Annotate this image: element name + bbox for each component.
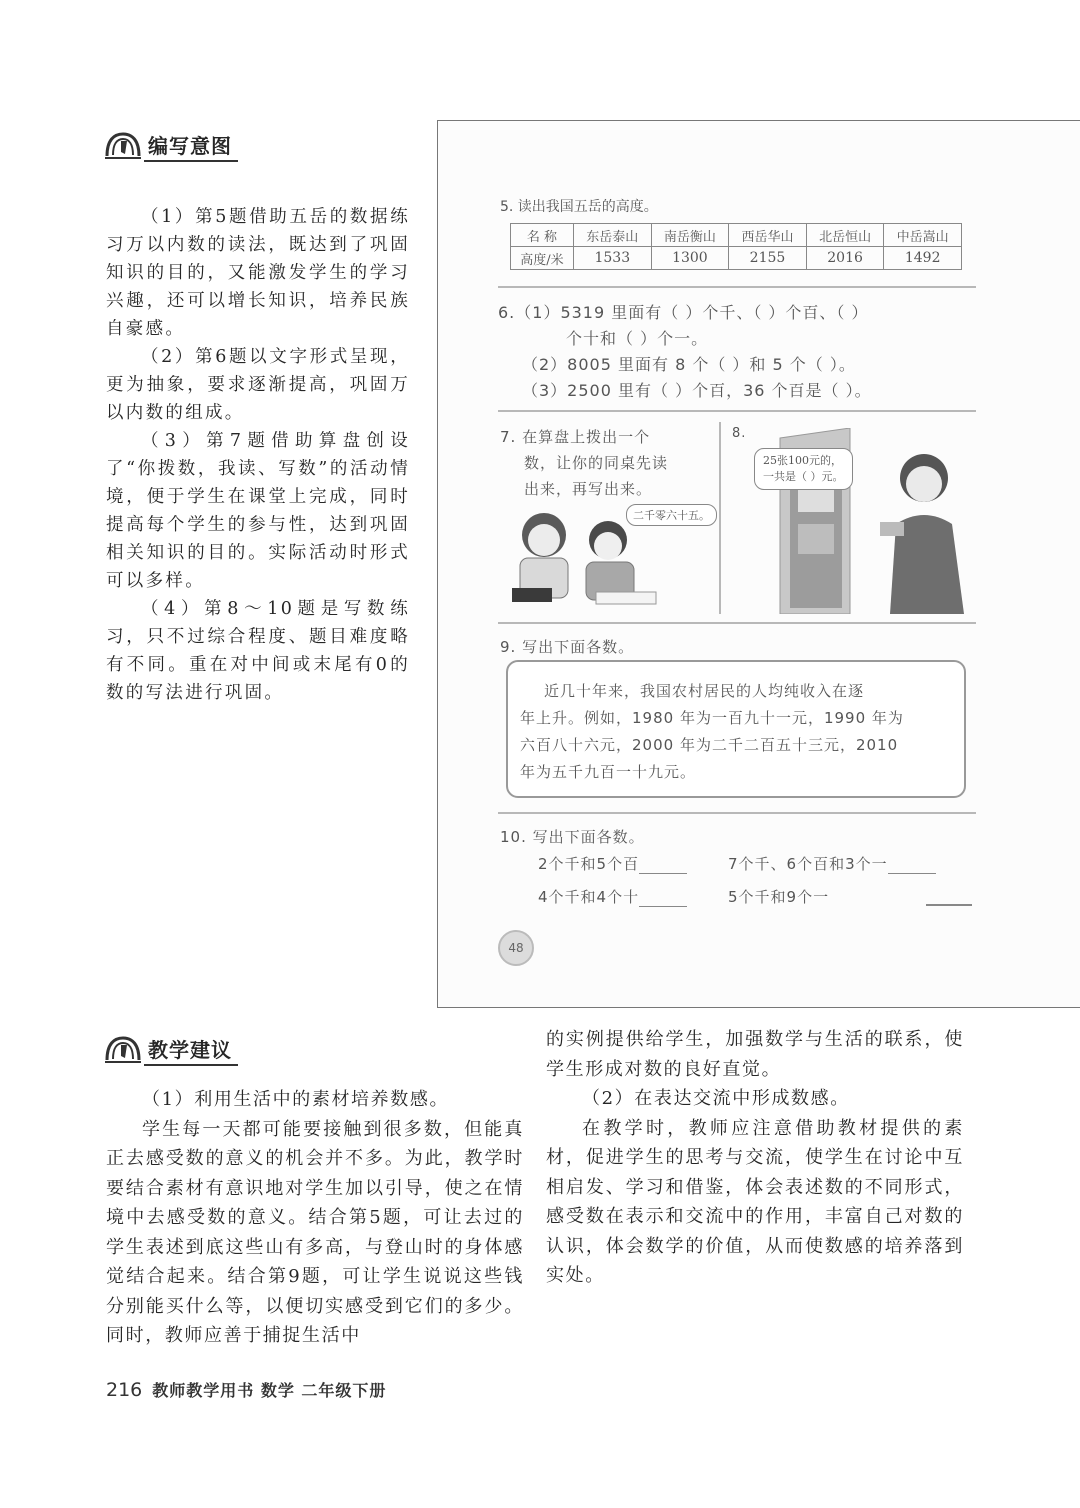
bubble-line-2: 一共是（ ）元。 — [763, 470, 844, 483]
q10-item-2: 7个千、6个百和3个一 — [728, 853, 936, 874]
book-title: 教师教学用书 数学 二年级下册 — [152, 1381, 387, 1400]
table-cell: 1492 — [884, 247, 962, 270]
q7-line-2: 数，让你的同桌先读 — [524, 454, 669, 472]
intent-paragraph-2: （2）第6题以文字形式呈现，更为抽象，要求逐渐提高，巩固万以内数的组成。 — [106, 347, 410, 423]
table-header-cell: 南岳衡山 — [651, 224, 729, 247]
intent-paragraph-3: （3）第7题借助算盘创设了“你拨数，我读、写数”的活动情境，便于学生在课堂上完成，同时提高每个学生的参与性，达到巩固相关知识的目的。实际活动时形式可以多样。 — [106, 431, 410, 591]
q10-item-4: 5个千和9个一 — [728, 888, 830, 906]
table-cell: 2016 — [806, 247, 884, 270]
page-footer — [106, 1378, 386, 1401]
divider — [719, 422, 721, 614]
bubble-line-1: 25张100元的， — [763, 454, 842, 467]
five-mountains-table — [510, 223, 962, 270]
suggestion-left-column — [106, 1085, 524, 1351]
atm-speech-bubble — [754, 448, 853, 490]
q10-item-1: 2个千和5个百 — [538, 853, 687, 874]
q9-line-4: 年为五千九百一十九元。 — [520, 763, 697, 781]
suggestion-subheading-2: （2）在表达交流中形成数感。 — [582, 1088, 850, 1109]
textbook-page-number: 48 — [498, 930, 534, 966]
table-header-cell: 中岳嵩山 — [884, 224, 962, 247]
pen-book-icon — [104, 1034, 142, 1066]
q7-line-3: 出来，再写出来。 — [524, 480, 653, 498]
table-header-cell: 名 称 — [511, 224, 574, 247]
table-row — [511, 247, 962, 270]
q5-label: 5. 读出我国五岳的高度。 — [500, 199, 658, 215]
page-number: 216 — [106, 1379, 143, 1401]
table-cell: 2155 — [729, 247, 807, 270]
suggestion-paragraph-2: 在教学时，教师应注意借助教材提供的素材，促进学生的思考与交流，使学生在讨论中互相启发、学习和借鉴，体会表述数的不同形式，感受数在表示和交流中的作用，丰富自己对数的认识，体会数学的价值，从而使数感的培养落到实处。 — [546, 1117, 964, 1286]
q9-label: 9. 写出下面各数。 — [500, 638, 635, 656]
divider — [498, 622, 976, 624]
pen-book-icon — [104, 130, 142, 162]
q10-item-3: 4个千和4个十 — [538, 886, 687, 907]
table-header-cell: 北岳恒山 — [806, 224, 884, 247]
suggestion-heading — [104, 1034, 238, 1066]
q6-line-2: 个十和（ ）个一。 — [566, 329, 709, 348]
q6-line-4: （3）2500 里有（ ）个百，36 个百是（ ）。 — [522, 381, 872, 400]
intent-title: 编写意图 — [144, 130, 238, 162]
q8-label: 8. — [732, 426, 747, 441]
suggestion-subheading-1: （1）利用生活中的素材培养数感。 — [142, 1089, 450, 1110]
intent-paragraph-1: （1）第5题借助五岳的数据练习万以内数的读法，既达到了巩固知识的目的，又能激发学生的学习兴趣，还可以增长知识，培养民族自豪感。 — [106, 207, 410, 339]
table-row-label: 高度/米 — [511, 247, 574, 270]
q6-line-3: （2）8005 里面有 8 个（ ）和 5 个（ ）。 — [522, 355, 856, 374]
divider — [498, 286, 976, 288]
table-cell: 1300 — [651, 247, 729, 270]
table-header-cell: 西岳华山 — [729, 224, 807, 247]
q9-line-1: 近几十年来，我国农村居民的人均纯收入在逐 — [544, 682, 865, 700]
suggestion-title: 教学建议 — [144, 1034, 238, 1066]
answer-blank — [926, 904, 972, 906]
q10-label: 10. 写出下面各数。 — [500, 828, 645, 846]
intent-heading — [104, 130, 238, 162]
suggestion-right-column — [546, 1025, 964, 1291]
q9-line-2: 年上升。例如，1980 年为一百九十一元，1990 年为 — [520, 709, 904, 727]
q7-line-1: 7. 在算盘上拨出一个 — [500, 428, 651, 446]
q6-line-1: 6.（1）5319 里面有（ ）个千、（ ）个百、（ ） — [498, 303, 869, 322]
divider — [498, 410, 976, 412]
abacus-icon — [512, 588, 552, 602]
suggestion-paragraph-1-cont: 的实例提供给学生，加强数学与生活的联系，使学生形成对数的良好直觉。 — [546, 1029, 964, 1080]
q9-line-3: 六百八十六元，2000 年为二千二百五十三元，2010 — [520, 736, 899, 754]
intent-body — [106, 203, 410, 707]
intent-paragraph-4: （4）第8～10题是写数练习，只不过综合程度、题目难度略有不同。重在对中间或末尾有0的数的写法进行巩固。 — [106, 599, 410, 703]
speech-bubble: 二千零六十五。 — [626, 504, 717, 526]
table-cell: 1533 — [574, 247, 652, 270]
table-row — [511, 224, 962, 247]
table-header-cell: 东岳泰山 — [574, 224, 652, 247]
divider — [498, 812, 976, 814]
suggestion-paragraph-1: 学生每一天都可能要接触到很多数，但能真正去感受数的意义的机会并不多。为此，教学时要结合素材有意识地对学生加以引导，使之在情境中去感受数的意义。结合第5题，可让去过的学生表述到底这些山有多高，与登山时的身体感觉结合起来。结合第9题，可让学生说说这些钱分别能买什么等，以便切实感受到它们的多少。同时，教师应善于捕捉生活中 — [106, 1118, 524, 1346]
